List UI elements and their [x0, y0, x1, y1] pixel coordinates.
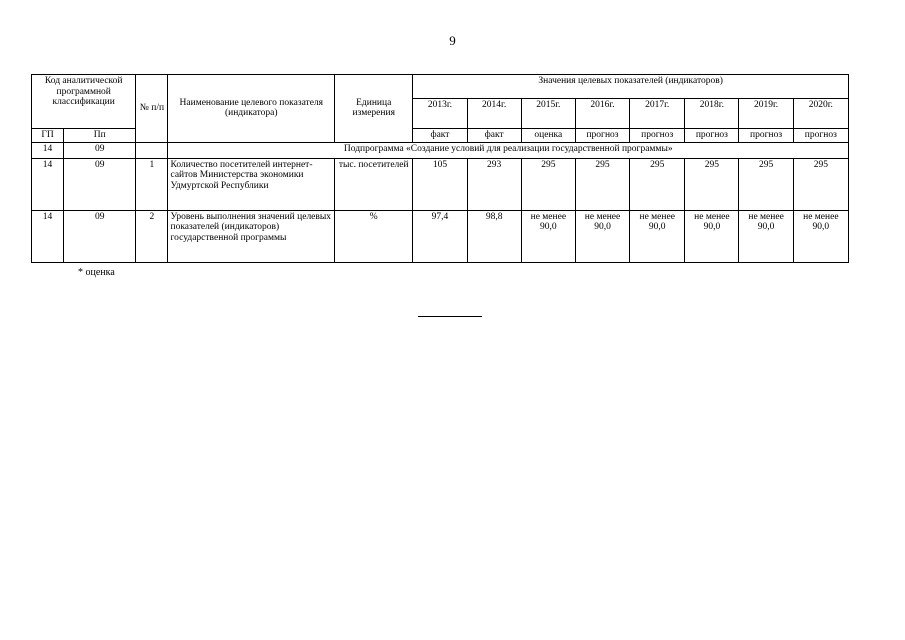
cell-value: 98,8: [467, 210, 521, 262]
cell-value: 295: [685, 158, 739, 210]
footnote: * оценка: [78, 267, 115, 278]
cell-value: не менее 90,0: [739, 210, 793, 262]
cell-name: Количество посетителей интернет-сайтов Министерства экономики Удмуртской Республики: [168, 158, 335, 210]
cell-num: 1: [136, 158, 168, 210]
table-row: [32, 210, 849, 262]
header-value-type: факт: [467, 129, 521, 143]
cell-value: 295: [739, 158, 793, 210]
header-gp: ГП: [32, 129, 64, 143]
end-divider: [418, 316, 482, 317]
cell-gp: 14: [32, 210, 64, 262]
cell-value: 295: [575, 158, 629, 210]
page-number: 9: [449, 33, 456, 48]
cell-value: 293: [467, 158, 521, 210]
header-year: 2020г.: [793, 99, 848, 129]
cell-value: 295: [521, 158, 575, 210]
header-unit: Единица измерения: [335, 75, 413, 143]
cell-unit: %: [335, 210, 413, 262]
cell-pp: 09: [64, 142, 136, 158]
cell-pp: 09: [64, 158, 136, 210]
subprogram-title: Подпрограмма «Создание условий для реализации государственной программы»: [168, 142, 849, 158]
cell-value: 295: [793, 158, 848, 210]
header-year: 2017г.: [630, 99, 685, 129]
cell-value: не менее 90,0: [685, 210, 739, 262]
cell-value: 97,4: [413, 210, 467, 262]
header-year: 2018г.: [685, 99, 739, 129]
header-code-group: Код аналитической программной классификации: [32, 75, 136, 129]
cell-gp: 14: [32, 142, 64, 158]
header-pp: Пп: [64, 129, 136, 143]
header-year: 2014г.: [467, 99, 521, 129]
header-year: 2015г.: [521, 99, 575, 129]
header-value-type: оценка: [521, 129, 575, 143]
cell-name: Уровень выполнения значений целевых показателей (индикаторов) государственной программы: [168, 210, 335, 262]
header-num: № п/п: [136, 75, 168, 143]
header-year: 2013г.: [413, 99, 467, 129]
cell-pp: 09: [64, 210, 136, 262]
header-name: Наименование целевого показателя (индикатора): [168, 75, 335, 143]
table-row: [32, 158, 849, 210]
header-value-type: прогноз: [575, 129, 629, 143]
indicators-table: [31, 74, 849, 263]
cell-num: 2: [136, 210, 168, 262]
subprogram-row: [32, 142, 849, 158]
header-value-type: прогноз: [739, 129, 793, 143]
header-value-type: факт: [413, 129, 467, 143]
cell-gp: 14: [32, 158, 64, 210]
header-year: 2019г.: [739, 99, 793, 129]
cell-value: не менее 90,0: [630, 210, 685, 262]
cell-value: не менее 90,0: [521, 210, 575, 262]
header-values-group: Значения целевых показателей (индикаторов): [413, 75, 849, 99]
header-value-type: прогноз: [630, 129, 685, 143]
cell-value: не менее 90,0: [793, 210, 848, 262]
cell-value: 105: [413, 158, 467, 210]
header-value-type: прогноз: [685, 129, 739, 143]
cell-num: [136, 142, 168, 158]
header-value-type: прогноз: [793, 129, 848, 143]
cell-value: не менее 90,0: [575, 210, 629, 262]
cell-value: 295: [630, 158, 685, 210]
cell-unit: тыс. посетителей: [335, 158, 413, 210]
header-year: 2016г.: [575, 99, 629, 129]
